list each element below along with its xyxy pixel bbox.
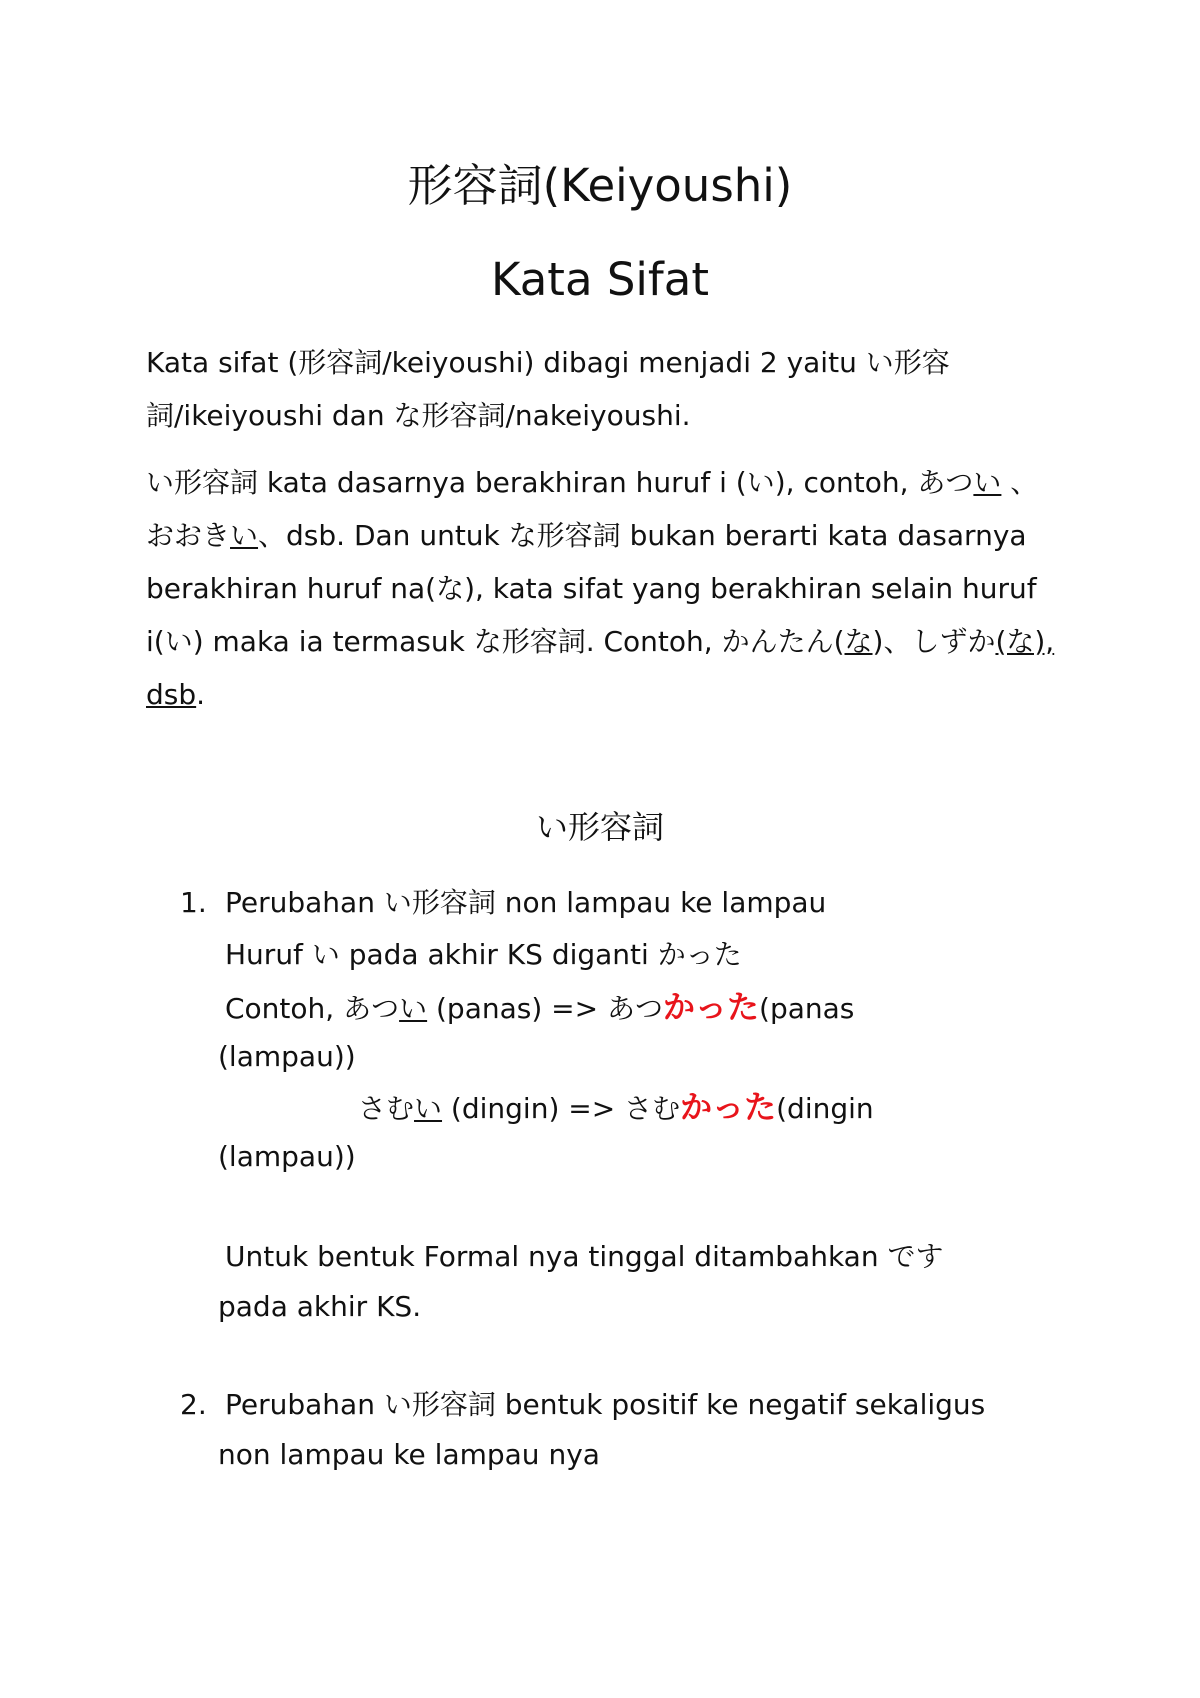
underlined-ending: い	[973, 466, 1002, 499]
section-heading: い形容詞	[535, 808, 664, 846]
explanation-text: )、しずか	[872, 625, 996, 658]
example-line: さむい (dingin) => さむかった(dingin	[358, 1088, 874, 1126]
highlighted-suffix: かった	[663, 988, 760, 1026]
underlined-ending: い	[414, 1092, 443, 1125]
list-number: 2.	[180, 1388, 207, 1421]
explanation-text: い形容詞 kata dasarnya berakhiran huruf i (い), contoh, あつ	[146, 466, 974, 499]
example-line-continued: (lampau))	[218, 1140, 356, 1173]
list-item-heading: Perubahan い形容詞 bentuk positif ke negatif sekaligus	[225, 1388, 986, 1421]
list-number: 1.	[180, 886, 207, 919]
underlined-ending: い	[399, 992, 428, 1025]
example-line-continued: (lampau))	[218, 1040, 356, 1073]
highlighted-suffix: かった	[680, 1088, 777, 1126]
underlined-ending: (な), dsb	[146, 625, 1055, 711]
intro-text: Kata sifat (形容詞/keiyoushi) dibagi menjadi 2 yaitu い形容詞/ikeiyoushi dan な形容詞/nakeiyoushi.	[146, 346, 950, 432]
rule-line: Huruf い pada akhir KS diganti かった	[225, 938, 742, 971]
formal-note: Untuk bentuk Formal nya tinggal ditambahkan です	[225, 1240, 944, 1273]
explanation-text: 、dsb. Dan untuk な形容詞 bukan berarti kata dasarnya berakhiran huruf na(な), kata sifat yang berakhiran selain huruf i(い) maka ia termasuk な形容詞. Contoh, かんたん(	[146, 519, 1037, 658]
document-subtitle: Kata Sifat	[491, 253, 709, 306]
explanation-text: 、おおき	[146, 466, 1039, 552]
formal-note-continued: pada akhir KS.	[218, 1290, 422, 1323]
document-title: 形容詞(Keiyoushi)	[407, 159, 793, 212]
explanation-text: .	[196, 678, 206, 711]
intro-paragraph	[146, 336, 1066, 442]
underlined-ending: な	[844, 625, 873, 658]
explanation-paragraph	[146, 456, 1066, 721]
underlined-ending: い	[230, 519, 259, 552]
example-line: Contoh, あつい (panas) => あつかった(panas	[225, 988, 855, 1026]
list-item-heading: Perubahan い形容詞 non lampau ke lampau	[225, 886, 827, 919]
list-item-heading-continued: non lampau ke lampau nya	[218, 1438, 600, 1471]
